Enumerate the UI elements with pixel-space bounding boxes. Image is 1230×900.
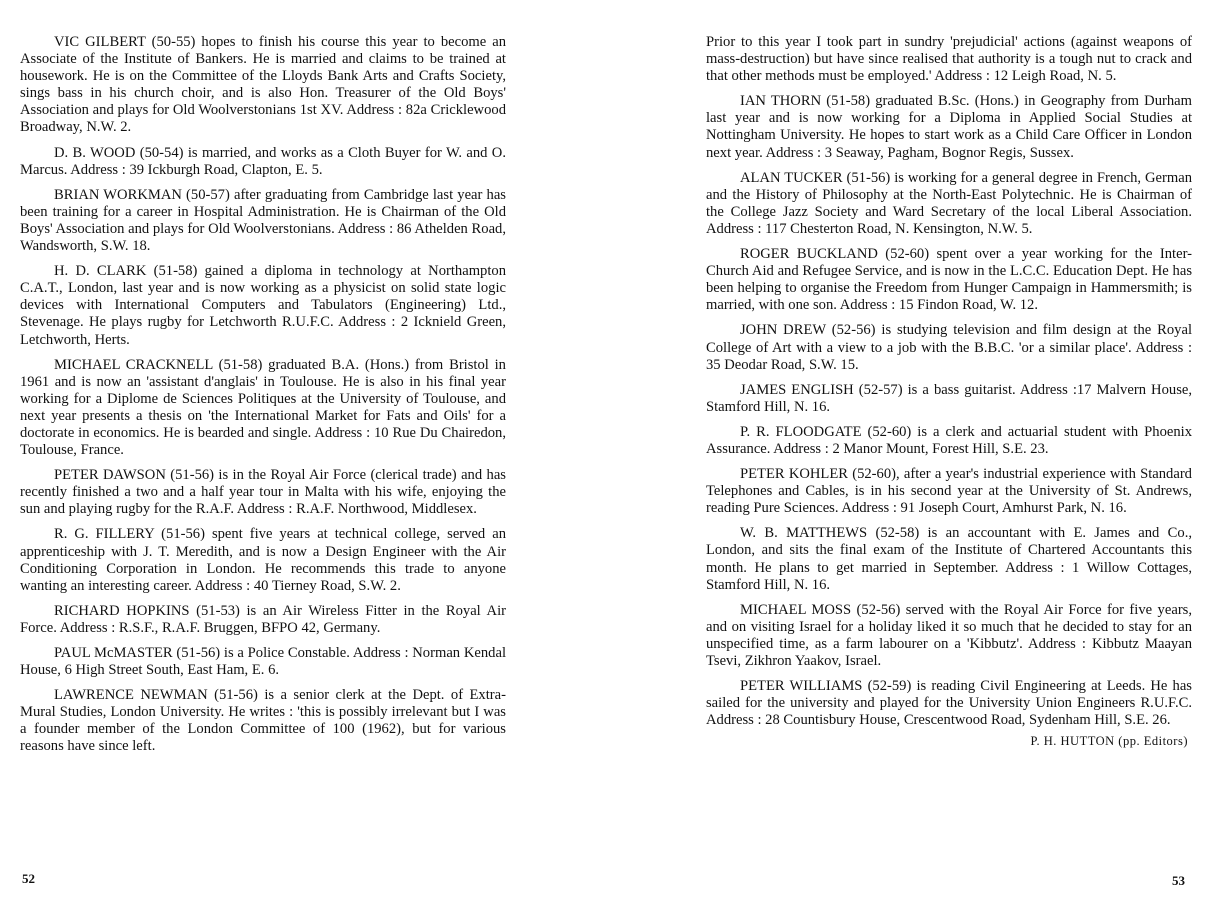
- alumni-details: spent over a year working for the Inter-Church Aid and Refugee Service, and is now in the L.C.C. Education Dept. He has been helping to organise the Freedom from Hunger Campaign in Hammersmith; is married, with one son. Address : 15 Findon Road, W. 12.: [706, 246, 1192, 314]
- alumni-details: graduated B.A. (Hons.) from Bristol in 1961 and is now an 'assistant d'anglais' in Toulouse. He is also in his final year working for a Diplome de Sciences Politiques at the University of Toulouse, and next year presents a thesis on 'the International Market for Fats and Oils' for a doctorate in economics. He is bearded and single. Address : 10 Rue Du Chairedon, Toulouse, France.: [20, 356, 506, 459]
- alumni-details: gained a diploma in technology at Northampton C.A.T., London, last year and is now working as a physicist on solid state logic devices with International Computers and Tabulators (Engineering) Ltd., Stevenage. He plays rugby for Letchworth R.U.F.C. Address : 2 Icknield Green, Letchworth, Herts.: [20, 263, 506, 348]
- alumni-name: PETER WILLIAMS (52-59): [740, 678, 912, 695]
- alumni-entry: [20, 263, 506, 348]
- alumni-name: PAUL McMASTER (51-56): [54, 645, 221, 661]
- alumni-entry: [20, 526, 506, 594]
- alumni-details: is working for a general degree in French, German and the History of Philosophy at the North-East Polytechnic. He is Chairman of the College Jazz Society and Ward Secretary of the local Liberal Association. Address : 117 Chesterton Road, N. Kensington, N.W. 5.: [706, 169, 1192, 237]
- alumni-details: is a Police Constable. Address : Norman Kendal House, 6 High Street South, East Ham, E. 6.: [20, 645, 506, 679]
- alumni-entry: [706, 678, 1192, 729]
- alumni-entry: [706, 602, 1192, 670]
- alumni-entry: [706, 246, 1192, 314]
- alumni-entry: [20, 34, 506, 137]
- alumni-details: is an Air Wireless Fitter in the Royal Air Force. Address : R.S.F., R.A.F. Bruggen, BFPO 42, Germany.: [20, 602, 506, 636]
- alumni-entry: [706, 322, 1192, 373]
- alumni-name: VIC GILBERT (50-55): [54, 34, 196, 50]
- alumni-name: ROGER BUCKLAND (52-60): [740, 246, 930, 263]
- alumni-entry: [20, 467, 506, 518]
- alumni-details: is a bass guitarist. Address :17 Malvern House, Stamford Hill, N. 16.: [706, 381, 1192, 415]
- page-number-right: 53: [1172, 873, 1185, 888]
- alumni-name: MICHAEL CRACKNELL (51-58): [54, 356, 263, 373]
- alumni-name: RICHARD HOPKINS (51-53): [54, 602, 240, 619]
- alumni-entry: [20, 145, 506, 179]
- editor-signature: P. H. HUTTON (pp. Editors): [1030, 734, 1188, 749]
- alumni-name: PETER DAWSON (51-56): [54, 467, 215, 484]
- alumni-details: is married, and works as a Cloth Buyer for W. and O. Marcus. Address : 39 Ickburgh Road, Clapton, E. 5.: [20, 144, 506, 178]
- alumni-entry: [20, 603, 506, 637]
- alumni-entry: [706, 382, 1192, 416]
- alumni-name: R. G. FILLERY (51-56): [54, 526, 205, 543]
- alumni-details: is a clerk and actuarial student with Phoenix Assurance. Address : 2 Manor Mount, Forest Hill, S.E. 23.: [706, 423, 1192, 457]
- left-page: [20, 34, 506, 878]
- alumni-details: is a senior clerk at the Dept. of Extra-Mural Studies, London University. He writes : 'this is possibly irrelevant but I was a founder member of the London Committee of 100 (1962), but for various reasons have since left.: [20, 687, 506, 755]
- alumni-entry: [20, 645, 506, 679]
- alumni-details: after a year's industrial experience with Standard Telephones and Cables, is in his second year at the University of St. Andrews, reading Pure Sciences. Address : 91 Joseph Court, Amhurst Park, N. 16.: [706, 466, 1192, 517]
- alumni-name: JAMES ENGLISH (52-57): [740, 381, 903, 398]
- alumni-entry: [20, 187, 506, 255]
- alumni-entry: [706, 170, 1192, 238]
- alumni-name: PETER KOHLER (52-60),: [740, 466, 900, 483]
- page-number-left: 52: [22, 871, 35, 886]
- alumni-entry: [20, 687, 506, 755]
- alumni-name: JOHN DREW (52-56): [740, 322, 876, 339]
- alumni-entry: [706, 424, 1192, 458]
- alumni-entry: [706, 93, 1192, 161]
- alumni-name: MICHAEL MOSS (52-56): [740, 601, 901, 618]
- alumni-details: is in the Royal Air Force (clerical trade) and has recently finished a two and a half year tour in Malta with his wife, enjoying the sun and playing rugby for the R.A.F. Address : R.A.F. Northwood, Middlesex.: [20, 467, 506, 518]
- alumni-entry: [706, 525, 1192, 593]
- alumni-details: spent five years at technical college, served an apprenticeship with J. T. Meredith, and is now a Design Engineer with the Air Conditioning Corporation in London. He recommends this trade to anyone wanting an interesting career. Address : 40 Tierney Road, S.W. 2.: [20, 526, 506, 594]
- alumni-details: served with the Royal Air Force for five years, and on visiting Israel for a holiday liked it so much that he decided to stay for an unspecified time, as a farm labourer on a 'Kibbutz'. Address : Kibbutz Maayan Tsevi, Zikhron Yaakov, Israel.: [706, 601, 1193, 669]
- continuation-paragraph: Prior to this year I took part in sundry 'prejudicial' actions (against weapons of mass-destruction) but have since realised that authority is a tough nut to crack and that other methods must be employed.' Address : 12 Leigh Road, N. 5.: [706, 34, 1192, 85]
- alumni-name: LAWRENCE NEWMAN (51-56): [54, 687, 258, 704]
- right-page: [706, 34, 1192, 878]
- alumni-name: IAN THORN (51-58): [740, 93, 871, 110]
- alumni-entry: [706, 466, 1192, 517]
- alumni-entry: [20, 357, 506, 460]
- alumni-name: D. B. WOOD (50-54): [54, 144, 184, 161]
- alumni-details: graduated B.Sc. (Hons.) in Geography from Durham last year and is now working for a Diploma in Applied Social Studies at Nottingham University. He hopes to start work as a Child Care Officer in London next year. Address : 3 Seaway, Pagham, Bognor Regis, Sussex.: [706, 93, 1192, 161]
- alumni-name: H. D. CLARK (51-58): [54, 263, 198, 280]
- alumni-name: BRIAN WORKMAN (50-57): [54, 186, 230, 203]
- alumni-name: P. R. FLOODGATE (52-60): [740, 423, 912, 440]
- alumni-details: is reading Civil Engineering at Leeds. He has sailed for the university and played for the University Union Engineers R.U.F.C. Address : 28 Countisbury House, Crescentwood Road, Sydenham Hill, S.E. 26.: [706, 678, 1192, 729]
- alumni-name: ALAN TUCKER (51-56): [740, 169, 891, 186]
- right-entries: [706, 93, 1192, 729]
- alumni-details: after graduating from Cambridge last year has been training for a career in Hospital Administration. He is Chairman of the Old Boys' Association and plays for Old Woolverstonians. Address : 86 Athelden Road, Wandsworth, S.W. 18.: [20, 186, 506, 255]
- alumni-name: W. B. MATTHEWS (52-58): [740, 525, 920, 542]
- alumni-details: is studying television and film design at the Royal College of Art with a view to a job with the B.B.C. 'or a similar place'. Address : 35 Deodar Road, S.W. 15.: [706, 322, 1192, 373]
- alumni-details: hopes to finish his course this year to become an Associate of the Institute of Bankers. He is married and claims to be trained at housework. He is on the Committee of the Lloyds Bank Arts and Crafts Society, sings bass in his church choir, and is also Hon. Treasurer of the Old Boys' Association and plays for Old Woolverstonians 1st XV. Address : 82a Cricklewood Broadway, N.W. 2.: [20, 34, 506, 136]
- alumni-details: is an accountant with E. James and Co., London, and sits the final exam of the Institute of Chartered Accountants this month. He plans to get married in September. Address : 1 Willow Cottages, Stamford Hill, N. 16.: [706, 525, 1192, 593]
